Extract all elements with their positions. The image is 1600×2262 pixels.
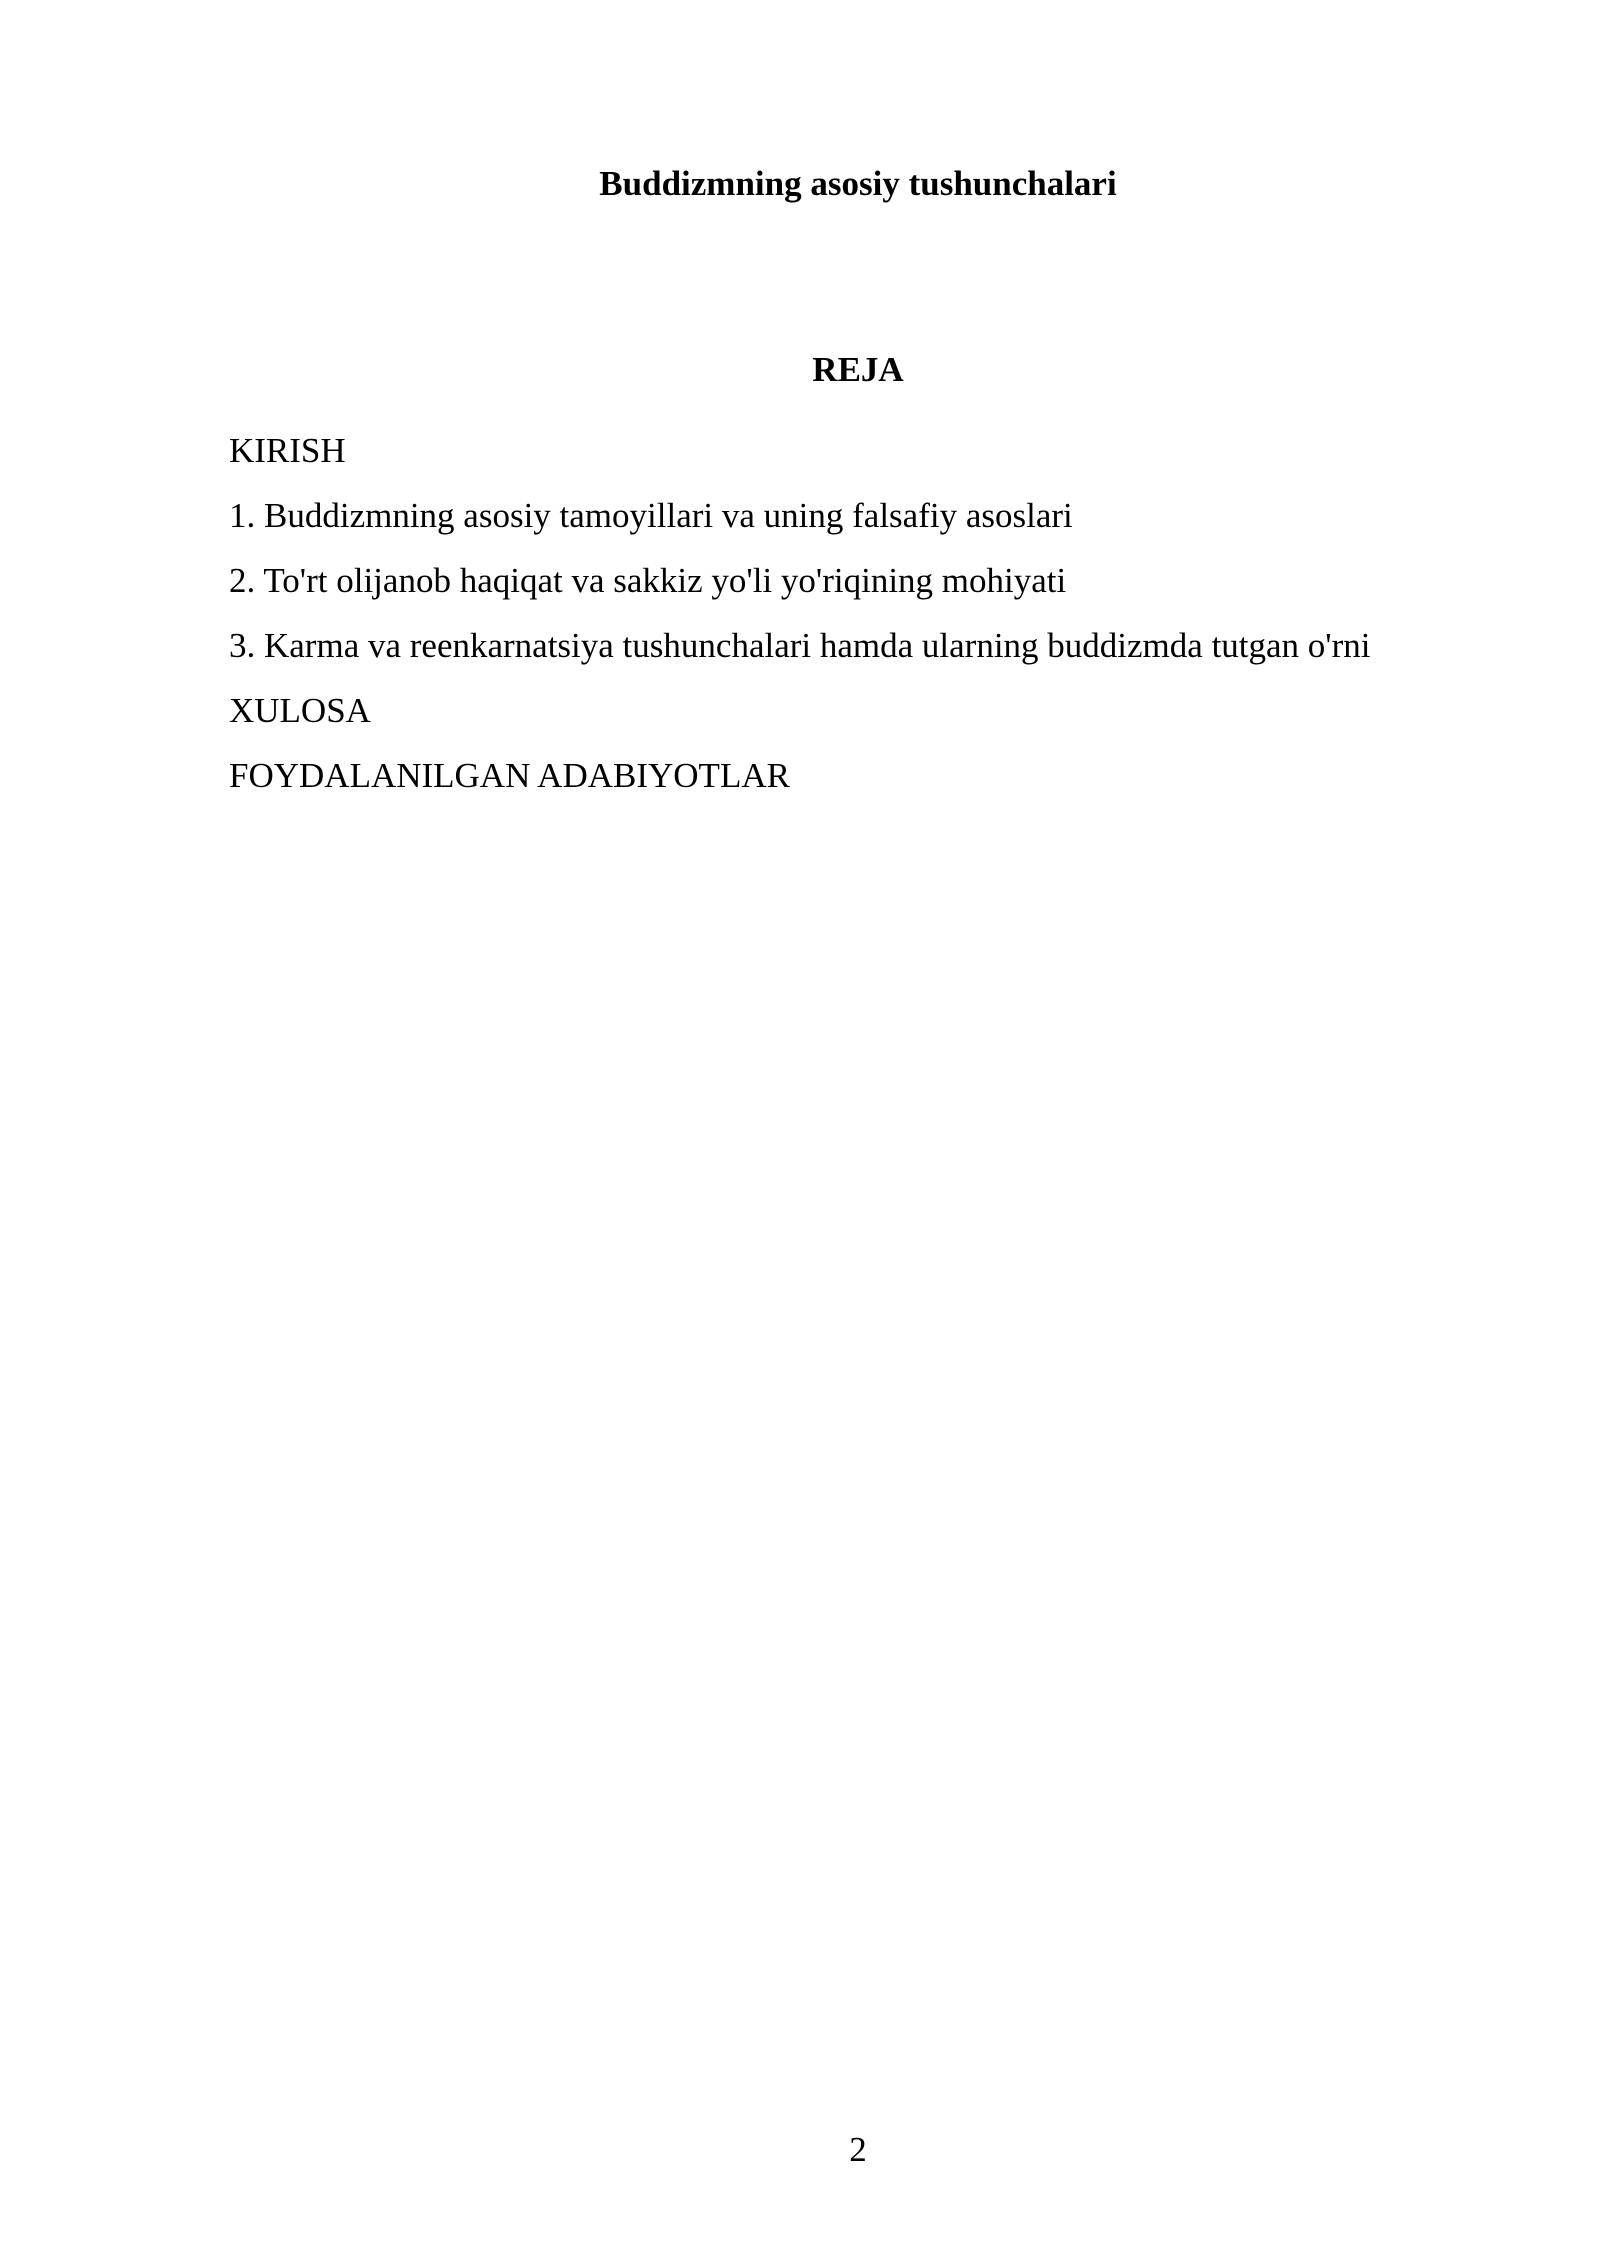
plan-list [229, 418, 1370, 808]
plan-item-3: 3. Karma va reenkarnatsiya tushunchalari hamda ularning buddizmda tutgan o'rni [229, 626, 1371, 665]
plan-item-introduction: KIRISH [229, 431, 346, 470]
plan-heading: REJA [812, 350, 904, 389]
page-number: 2 [849, 2130, 867, 2169]
plan-item-2: 2. To'rt olijanob haqiqat va sakkiz yo'li yo'riqining mohiyati [229, 561, 1067, 600]
plan-item-1: 1. Buddizmning asosiy tamoyillari va uning falsafiy asoslari [229, 496, 1073, 535]
document-title: Buddizmning asosiy tushunchalari [599, 164, 1117, 203]
plan-item-references: FOYDALANILGAN ADABIYOTLAR [229, 756, 790, 795]
plan-item-conclusion: XULOSA [229, 691, 371, 730]
